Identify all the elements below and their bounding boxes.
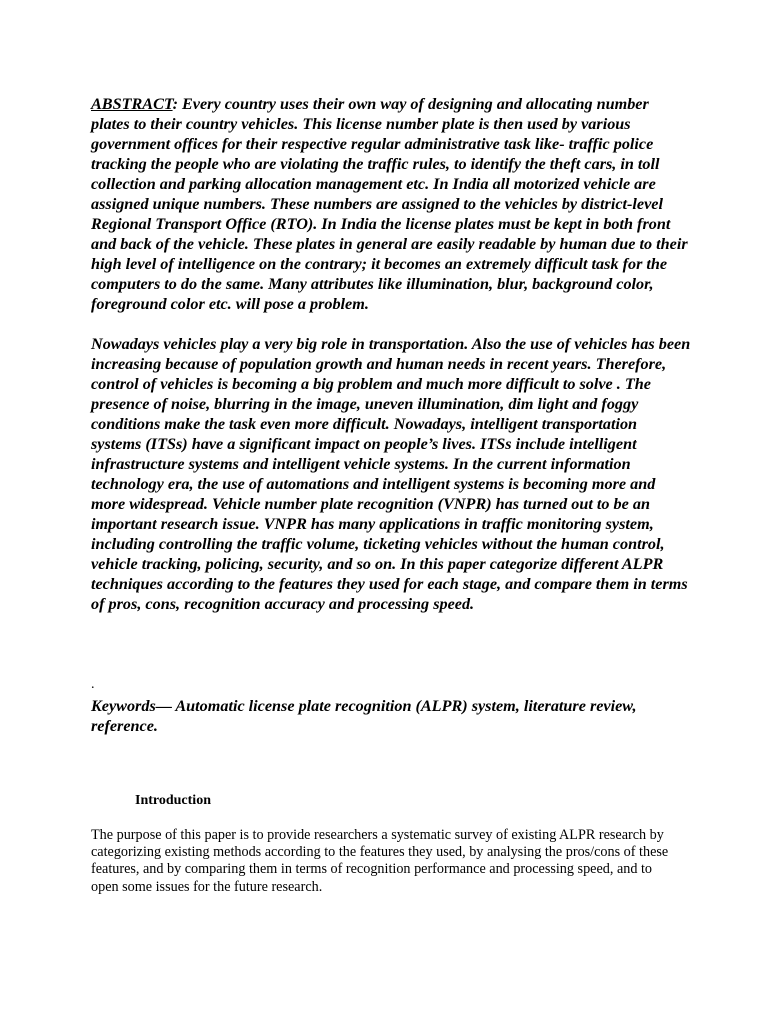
introduction-paragraph: The purpose of this paper is to provide researchers a systematic survey of existing ALPR research by categorizing existing methods according to the features they used, by analysing the pros/cons of these features, and by comparing them in terms of recognition performance and processing speed, and to open some issues for the future research.	[91, 827, 669, 895]
abstract-section	[91, 94, 691, 614]
abstract-paragraph-2: Nowadays vehicles play a very big role in transportation. Also the use of vehicles has been increasing because of population growth and human needs in recent years. Therefore, control of vehicles is becoming a big problem and much more difficult to solve . The presence of noise, blurring in the image, uneven illumination, dim light and foggy conditions make the task even more difficult. Nowadays, intelligent transportation systems (ITSs) have a significant impact on people’s lives. ITSs include intelligent infrastructure systems and intelligent vehicle systems. In the current information technology era, the use of automations and intelligent systems is becoming more and more widespread. Vehicle number plate recognition (VNPR) has turned out to be an important research issue. VNPR has many applications in traffic monitoring system, including controlling the traffic volume, ticketing vehicles without the human control, vehicle tracking, policing, security, and so on. In this paper categorize different ALPR techniques according to the features they used for each stage, and compare them in terms of pros, cons, recognition accuracy and processing speed.	[91, 335, 691, 613]
stray-dot: .	[91, 677, 95, 692]
abstract-text-1: Every country uses their own way of designing and allocating number plates to their country vehicles. This license number plate is then used by various government offices for their respective regular administrative task like- traffic police tracking the people who are violating the traffic rules, to identify the theft cars, in toll collection and parking allocation management etc. In India all motorized vehicle are assigned unique numbers. These numbers are assigned to the vehicles by district-level Regional Transport Office (RTO). In India the license plates must be kept in both front and back of the vehicle. These plates in general are easily readable by human due to their high level of intelligence on the contrary; it becomes an extremely difficult task for the computers to do the same. Many attributes like illumination, blur, background color, foreground color etc. will pose a problem.	[91, 95, 688, 313]
introduction-heading: Introduction	[135, 793, 211, 808]
keywords-line: Keywords— Automatic license plate recognition (ALPR) system, literature review, reference.	[91, 697, 637, 735]
abstract-label: ABSTRACT	[91, 95, 173, 113]
abstract-paragraph-1	[91, 94, 691, 314]
abstract-label-colon: :	[172, 95, 178, 113]
